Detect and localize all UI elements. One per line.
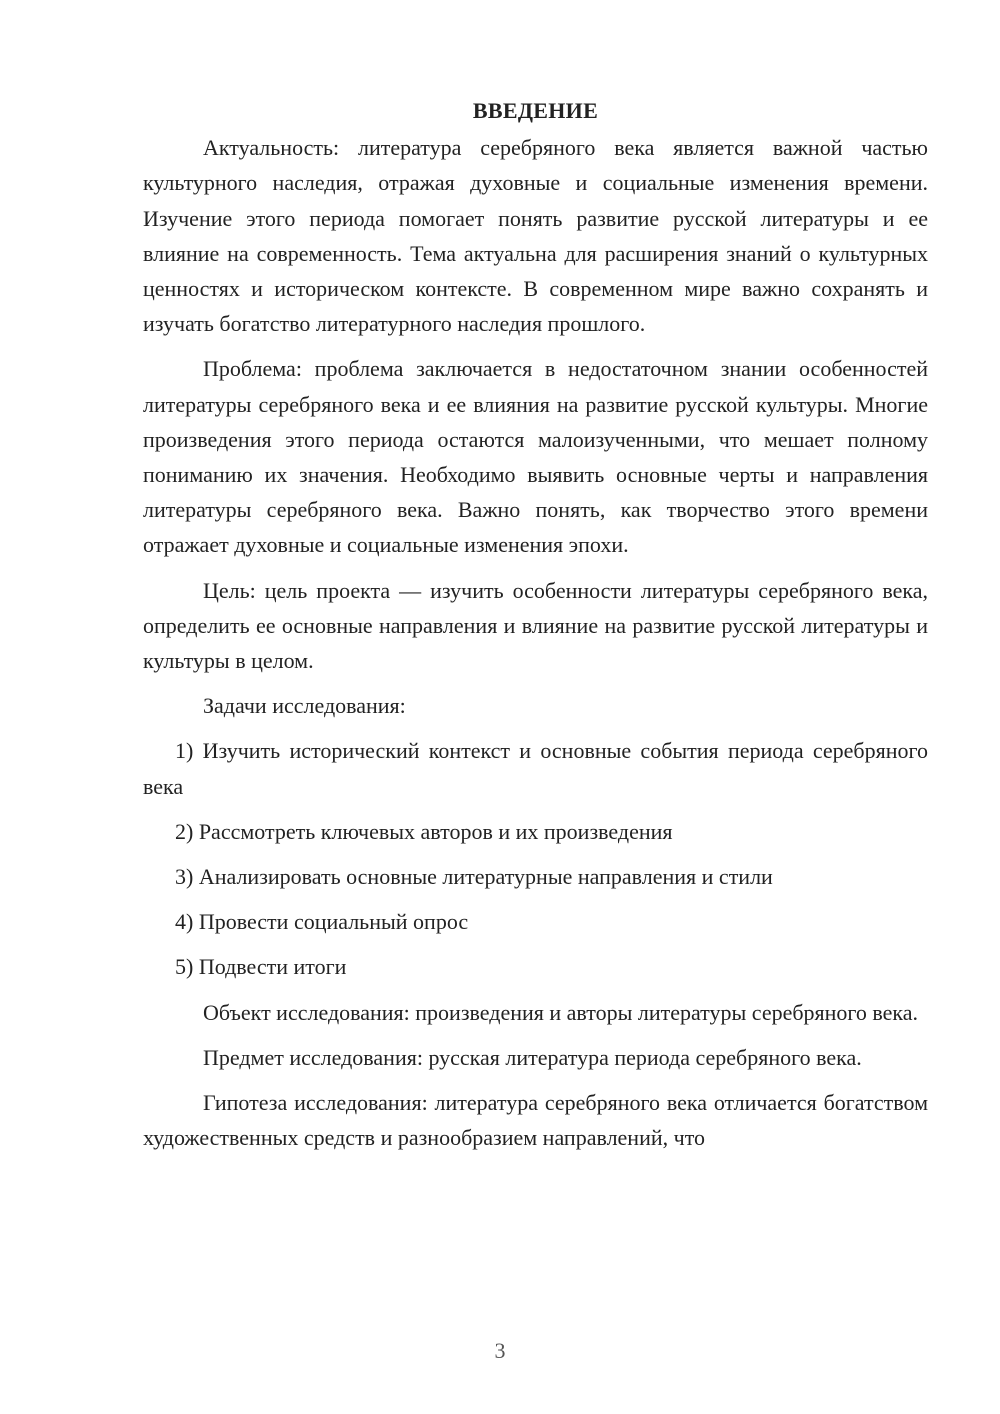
task-item-4: 4) Провести социальный опрос (175, 909, 469, 935)
task-item-3: 3) Анализировать основные литературные направления и стили (175, 864, 773, 890)
task-item-1: 1) Изучить исторический контекст и основные события периода серебряного века (143, 738, 928, 799)
research-subject-paragraph: Предмет исследования: русская литература периода серебряного века. (203, 1044, 862, 1070)
goal-paragraph: Цель: цель проекта — изучить особенности литературы серебряного века, определить ее основные направления и влияние на развитие русской литературы и культуры в целом. (143, 577, 928, 674)
task-item-2: 2) Рассмотреть ключевых авторов и их произведения (175, 818, 673, 844)
task-item-5: 5) Подвести итоги (175, 954, 347, 980)
page-number: 3 (494, 1338, 506, 1363)
problem-paragraph: Проблема: проблема заключается в недостаточном знании особенностей литературы серебряного века и ее влияния на развитие русской культуры. Многие произведения этого периода остаются малоизученными, что мешает полному пониманию их значения. Необходимо выявить основные черты и направления литературы серебряного века. Важно понять, как творчество этого времени отражает духовные и социальные изменения эпохи. (143, 356, 928, 558)
hypothesis-paragraph: Гипотеза исследования: литература серебряного века отличается богатством художественных средств и разнообразием направлений, что (143, 1090, 928, 1151)
research-object-paragraph: Объект исследования: произведения и авторы литературы серебряного века. (203, 999, 919, 1025)
relevance-paragraph: Актуальность: литература серебряного века является важной частью культурного наследия, отражая духовные и социальные изменения времени. Изучение этого периода помогает понять развитие русской литературы и ее влияние на современность. Тема актуальна для расширения знаний о культурных ценностях и историческом контексте. В современном мире важно сохранять и изучать богатство литературного наследия прошлого. (143, 135, 928, 337)
tasks-heading: Задачи исследования: (203, 693, 406, 719)
page-title: ВВЕДЕНИЕ (472, 98, 599, 123)
page-content (143, 93, 928, 1165)
